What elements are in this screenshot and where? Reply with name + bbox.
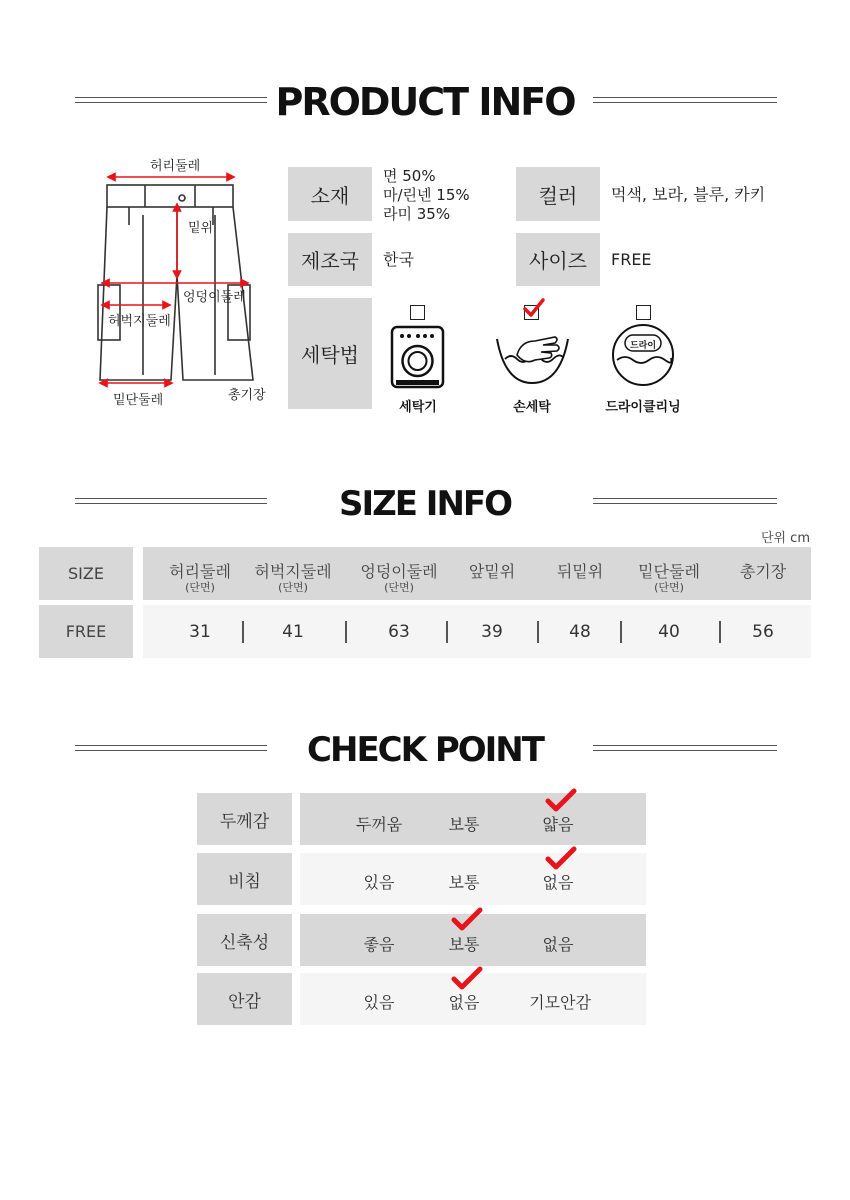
size-info-title: SIZE INFO	[338, 484, 512, 524]
check-option: 없음	[542, 873, 574, 892]
size-col-header	[619, 562, 719, 594]
shorts-diagram	[95, 155, 275, 410]
diagram-hip-label: 엉덩이둘레	[183, 290, 246, 305]
hand-wash-icon	[495, 333, 570, 385]
check-icon	[522, 297, 546, 319]
washing-machine-checkbox[interactable]	[410, 305, 425, 320]
check-mark-icon	[544, 788, 578, 812]
check-point-title: CHECK POINT	[307, 730, 543, 770]
material-line-2: 마/린넨 15%	[383, 186, 470, 204]
value-divider	[345, 621, 347, 643]
check-mark-icon	[544, 846, 578, 870]
diagram-thigh-label: 허벅지둘레	[108, 314, 171, 329]
size-col-header	[713, 562, 813, 582]
dry-clean-icon	[611, 322, 675, 388]
product-info-title: PRODUCT INFO	[275, 80, 575, 124]
size-label: 사이즈	[516, 233, 600, 286]
size-col-name: 총기장	[739, 562, 787, 581]
size-header-label: SIZE	[39, 547, 133, 600]
check-row-label: 비침	[197, 853, 292, 905]
unit-label: 단위 cm	[760, 531, 810, 546]
dry-clean-checkbox[interactable]	[636, 305, 651, 320]
washing-machine-icon	[390, 325, 445, 389]
size-col-sub: (단면)	[278, 581, 308, 594]
check-option: 있음	[363, 993, 395, 1012]
check-row-label: 두께감	[197, 793, 292, 845]
size-col-name: 밑단둘레	[638, 562, 700, 581]
dry-clean-label: 드라이클리닝	[605, 400, 681, 415]
hand-wash-label: 손세탁	[513, 400, 551, 415]
diagram-waist-label: 허리둘레	[150, 159, 201, 174]
size-value: FREE	[611, 250, 652, 269]
size-col-name: 허벅지둘레	[254, 562, 332, 581]
size-value-cell: 39	[481, 622, 503, 642]
color-value: 먹색, 보라, 블루, 카키	[611, 185, 766, 204]
size-value-cell: 63	[388, 622, 410, 642]
diagram-length-label: 총기장	[228, 388, 266, 403]
size-col-header	[530, 562, 630, 582]
check-option: 보통	[448, 873, 480, 892]
size-col-sub: (단면)	[384, 581, 414, 594]
check-row-label: 신축성	[197, 914, 292, 966]
check-option: 없음	[542, 935, 574, 954]
check-row-label: 안감	[197, 973, 292, 1025]
check-option: 보통	[448, 815, 480, 834]
size-col-name: 허리둘레	[169, 562, 231, 581]
size-col-name: 앞밑위	[468, 562, 516, 581]
size-value-cell: 31	[189, 622, 211, 642]
size-col-header	[442, 562, 542, 582]
size-value-cell: 41	[282, 622, 304, 642]
check-option: 없음	[448, 993, 480, 1012]
size-value-cell: 40	[658, 622, 680, 642]
size-value-cell: 48	[569, 622, 591, 642]
size-row-label: FREE	[39, 605, 133, 658]
origin-value: 한국	[383, 250, 414, 269]
check-option: 두꺼움	[355, 815, 403, 834]
size-value-cell: 56	[752, 622, 774, 642]
material-line-1: 면 50%	[383, 167, 436, 185]
material-label: 소재	[288, 167, 372, 221]
size-col-sub: (단면)	[185, 581, 215, 594]
color-label: 컬러	[516, 167, 600, 221]
check-option: 있음	[363, 873, 395, 892]
diagram-rise-label: 밑위	[188, 221, 214, 236]
check-option: 기모안감	[529, 993, 591, 1012]
wash-label: 세탁법	[288, 298, 372, 409]
check-option: 얇음	[542, 815, 574, 834]
diagram-hem-label: 밑단둘레	[113, 393, 164, 408]
check-mark-icon	[450, 966, 484, 990]
material-line-3: 라미 35%	[383, 205, 451, 223]
size-col-name: 엉덩이둘레	[360, 562, 438, 581]
size-col-header	[150, 562, 250, 594]
size-col-sub: (단면)	[654, 581, 684, 594]
check-option: 보통	[448, 935, 480, 954]
check-mark-icon	[450, 907, 484, 931]
washing-machine-label: 세탁기	[399, 400, 437, 415]
size-col-name: 뒤밑위	[556, 562, 604, 581]
size-col-header	[243, 562, 343, 594]
origin-label: 제조국	[288, 233, 372, 286]
dry-clean-badge: 드라이	[629, 341, 657, 351]
check-option: 좋음	[363, 935, 395, 954]
size-col-header	[349, 562, 449, 594]
